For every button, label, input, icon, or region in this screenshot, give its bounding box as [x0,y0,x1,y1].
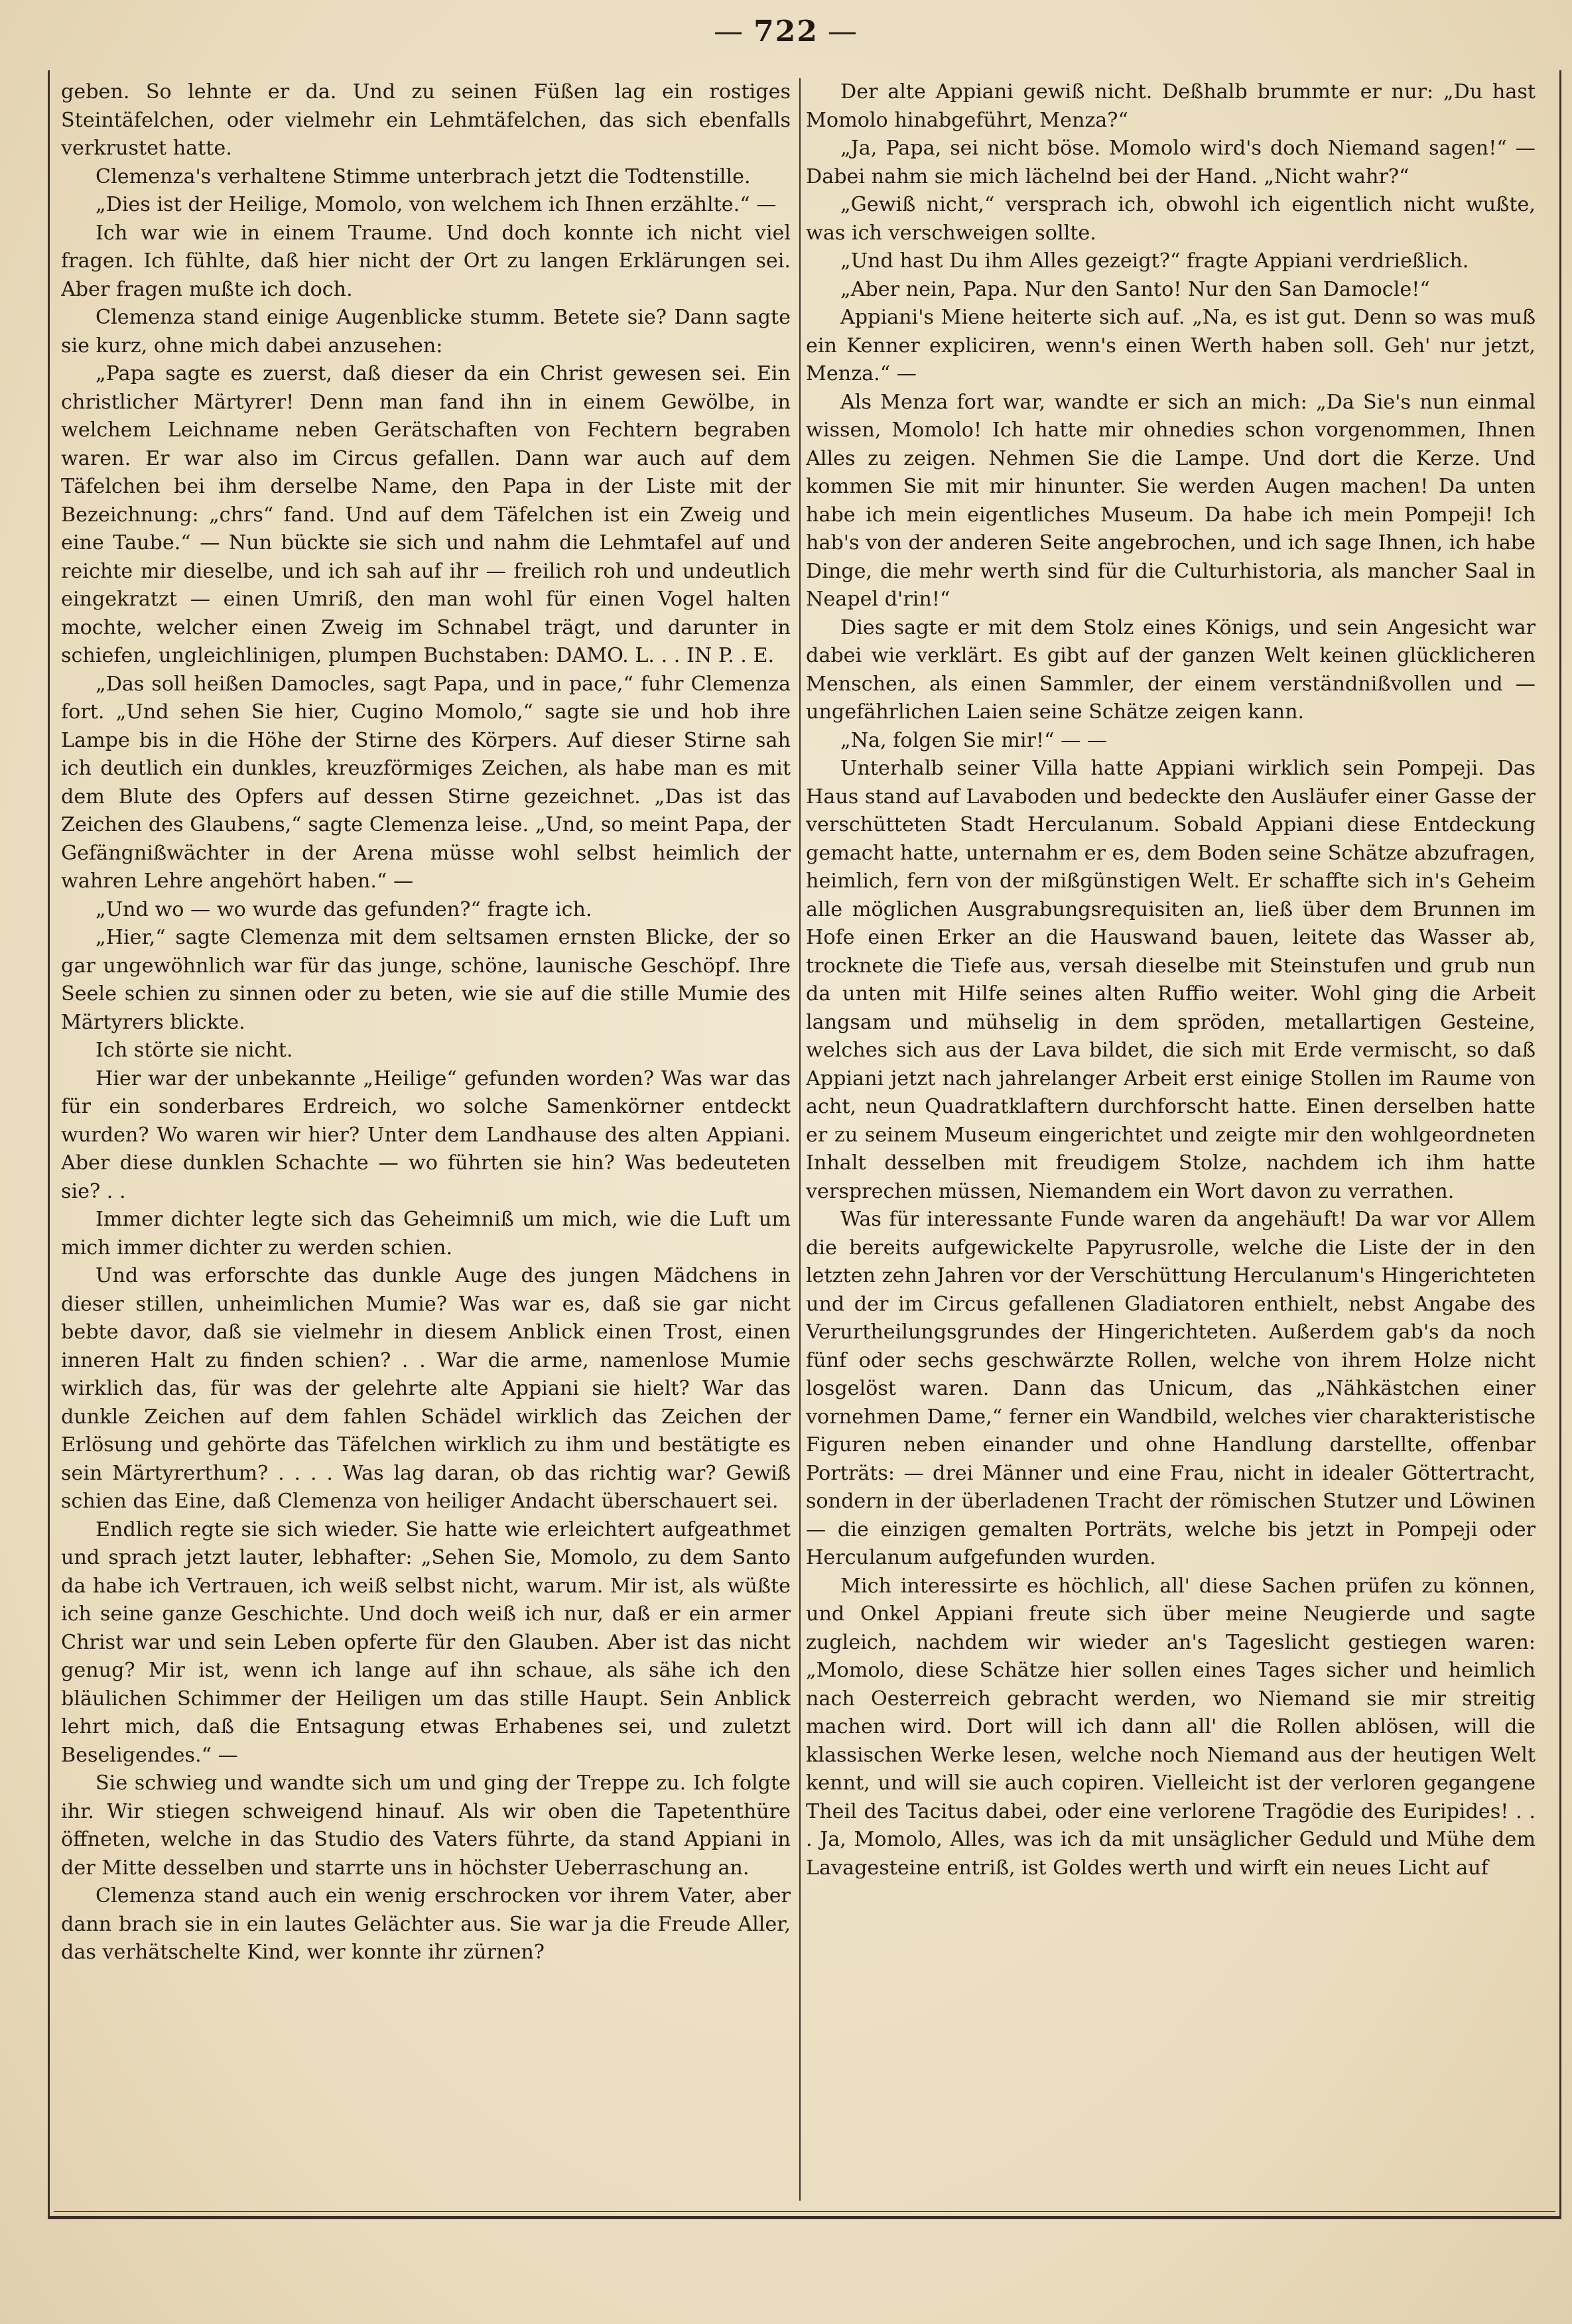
right-paragraph: „Und hast Du ihm Alles gezeigt?“ fragte Appiani verdrießlich. [840,249,1469,273]
column-rule [799,78,801,2201]
left-paragraph: „Das soll heißen Damocles, sagt Papa, und in pace,“ fuhr Clemenza fort. „Und sehen Sie hier, Cugino Momolo,“ sagte sie und hob ihre Lampe bis in die Höhe der Stirne des Körpers. Auf dieser Stirne sah ich deutlich ein dunkles, kreuzförmiges Zeichen, als habe man es mit dem Blute des Opfers auf dessen Stirne gezeichnet. „Das ist das Zeichen des Glaubens,“ sagte Clemenza leise. „Und, so meint Papa, der Gefängnißwächter in der Arena müsse wohl selbst heimlich der wahren Lehre angehört haben.“ — [61,672,791,893]
left-paragraph: Ich war wie in einem Traume. Und doch konnte ich nicht viel fragen. Ich fühlte, daß hier nicht der Ort zu langen Erklärungen sei. Aber fragen mußte ich doch. [61,221,791,301]
left-paragraph: „Hier,“ sagte Clemenza mit dem seltsamen ernsten Blicke, der so gar ungewöhnlich war für das junge, schöne, launische Geschöpf. Ihre Seele schien zu sinnen oder zu beten, wie sie auf die stille Mumie des Märtyrers blickte. [61,926,791,1034]
right-paragraph: „Aber nein, Papa. Nur den Santo! Nur den San Damocle!“ [840,277,1430,301]
right-column [806,78,1536,2201]
left-paragraph: Immer dichter legte sich das Geheimniß um mich, wie die Luft um mich immer dichter zu werden schien. [61,1208,791,1259]
right-paragraph: Mich interessirte es höchlich, all' diese Sachen prüfen zu können, und Onkel Appiani freute sich über meine Neugierde und sagte zugleich, nachdem wir wieder an's Tageslicht gestiegen waren: „Momolo, diese Schätze hier sollen eines Tages sicher und heimlich nach Oesterreich gebracht werden, wo Niemand sie mir streitig machen wird. Dort will ich dann all' die Rollen ablösen, will die klassischen Werke lesen, welche noch Niemand aus der heutigen Welt kennt, und will sie auch copiren. Vielleicht ist der verloren gegangene Theil des Tacitus dabei, oder eine verlorene Tragödie des Euripides! . . . Ja, Momolo, Alles, was ich da mit unsäglicher Geduld und Mühe dem Lavagesteine entriß, ist Goldes werth und wirft ein neues Licht auf [806,1574,1536,1880]
page-number [0,15,1572,48]
left-paragraph: Clemenza's verhaltene Stimme unterbrach jetzt die Todtenstille. [96,164,751,188]
left-paragraph: Clemenza stand einige Augenblicke stumm. Betete sie? Dann sagte sie kurz, ohne mich dabei anzusehen: [61,306,791,357]
right-paragraph: Was für interessante Funde waren da angehäuft! Da war vor Allem die bereits aufgewickelte Papyrusrolle, welche die Liste der in den letzten zehn Jahren vor der Verschüttung Herculanum's Hingerichteten und der im Circus gefallenen Gladiatoren enthielt, nebst Angabe des Verurtheilungsgrundes der Hingerichteten. Außerdem gab's da noch fünf oder sechs geschwärzte Rollen, welche von ihrem Holze nicht losgelöst waren. Dann das Unicum, das „Nähkästchen einer vornehmen Dame,“ ferner ein Wandbild, welches vier charakteristische Figuren neben einander und ohne Handlung darstellte, offenbar Porträts: — drei Männer und eine Frau, nicht in idealer Göttertracht, sondern in der überladenen Tracht der römischen Stutzer und Löwinen — die einzigen gemalten Porträts, welche bis jetzt in Pompeji oder Herculanum aufgefunden wurden. [806,1208,1536,1569]
left-paragraph: Ich störte sie nicht. [96,1039,293,1062]
left-paragraph: Sie schwieg und wandte sich um und ging der Treppe zu. Ich folgte ihr. Wir stiegen schweigend hinauf. Als wir oben die Tapetenthüre öffneten, welche in das Studio des Vaters führte, da stand Appiani in der Mitte desselben und starrte uns in höchster Ueberraschung an. [61,1772,791,1880]
left-paragraph: Hier war der unbekannte „Heilige“ gefunden worden? Was war das für ein sonderbares Erdreich, wo solche Samenkörner entdeckt wurden? Wo waren wir hier? Unter dem Landhause des alten Appiani. Aber diese dunklen Schachte — wo führten sie hin? Was bedeuteten sie? . . [61,1066,791,1203]
right-paragraph: „Ja, Papa, sei nicht böse. Momolo wird's doch Niemand sagen!“ — Dabei nahm sie mich lächelnd bei der Hand. „Nicht wahr?“ [806,137,1536,188]
right-paragraph: „Na, folgen Sie mir!“ — — [840,728,1108,752]
left-paragraph: „Papa sagte es zuerst, daß dieser da ein Christ gewesen sei. Ein christlicher Märtyrer! Denn man fand ihn in einem Gewölbe, in welchem Leichname neben Gerätschaften von Fechtern begraben waren. Er war also im Circus gefallen. Dann war auch auf dem Täfelchen bei ihm derselbe Name, den Papa in der Liste mit der Bezeichnung: „chrs“ fand. Und auf dem Täfelchen ist ein Zweig und eine Taube.“ — Nun bückte sie sich und nahm die Lehmtafel auf und reichte mir dieselbe, und ich sah auf ihr — freilich roh und undeutlich eingekratzt — einen Umriß, den man wohl für einen Vogel halten mochte, welcher einen Zweig im Schnabel trägt, und darunter in schiefen, ungleichlinigen, plumpen Buchstaben: DAMO. L. . . IN P. . E. [61,362,791,667]
dash-right: — [827,15,858,48]
right-paragraph: Appiani's Miene heiterte sich auf. „Na, es ist gut. Denn so was muß ein Kenner expliciren, wenn's einen Werth haben soll. Geh' nur jetzt, Menza.“ — [806,306,1536,385]
left-paragraph: Endlich regte sie sich wieder. Sie hatte wie erleichtert aufgeathmet und sprach jetzt lauter, lebhafter: „Sehen Sie, Momolo, zu dem Santo da habe ich Vertrauen, ich weiß selbst nicht, warum. Mir ist, als wüßte ich seine ganze Geschichte. Und doch weiß ich nur, daß er ein armer Christ war und sein Leben opferte für den Glauben. Aber ist das nicht genug? Mir ist, wenn ich lange auf ihn schaue, als sähe ich den bläulichen Schimmer der Heiligen um das stille Haupt. Sein Anblick lehrt mich, daß die Entsagung etwas Erhabenes sei, und zuletzt Beseligendes.“ — [61,1517,791,1767]
page-number-value: 722 [753,15,819,48]
right-paragraph: Als Menza fort war, wandte er sich an mich: „Da Sie's nun einmal wissen, Momolo! Ich hatte mir ohnedies schon vorgenommen, Ihnen Alles zu zeigen. Nehmen Sie die Lampe. Und dort die Kerze. Und kommen Sie mit mir hinunter. Sie werden Augen machen! Da unten habe ich mein eigentliches Museum. Da habe ich mein Pompeji! Ich hab's von der anderen Seite angebrochen, und ich sage Ihnen, ich habe Dinge, die mehr werth sind für die Culturhistoria, als mancher Saal in Neapel d'rin!“ [806,390,1536,611]
right-paragraph: „Gewiß nicht,“ versprach ich, obwohl ich eigentlich nicht wußte, was ich verschweigen sollte. [806,193,1536,245]
dash-left: — [714,15,745,48]
right-paragraph: Unterhalb seiner Villa hatte Appiani wirklich sein Pompeji. Das Haus stand auf Lavaboden und bedeckte den Ausläufer einer Gasse der verschütteten Stadt Herculanum. Sobald Appiani diese Entdeckung gemacht hatte, unternahm er es, dem Boden seine Schätze abzufragen, heimlich, fern von der mißgünstigen Welt. Er schaffte sich in's Geheim alle möglichen Ausgrabungsrequisiten an, ließ über dem Brunnen im Hofe einen Erker an die Hauswand bauen, leitete das Wasser ab, trocknete die Tiefe aus, versah dieselbe mit Steinstufen und grub nun da unten mit Hilfe seines alten Ruffio weiter. Wohl ging die Arbeit langsam und mühselig in dem spröden, metallartigen Gesteine, welches sich aus der Lava bildet, die sich mit Erde vermischt, so daß Appiani jetzt nach jahrelanger Arbeit erst einige Stollen im Raume von acht, neun Quadratklaftern durchforscht hatte. Einen derselben hatte er zu seinem Museum eingerichtet und zeigte mir den wohlgeordneten Inhalt desselben mit freudigem Stolze, nachdem ich ihm hatte versprechen müssen, Niemandem ein Wort davon zu verrathen. [806,757,1536,1203]
right-paragraph: Der alte Appiani gewiß nicht. Deßhalb brummte er nur: „Du hast Momolo hinabgeführt, Menza?“ [806,80,1536,132]
left-paragraph: Clemenza stand auch ein wenig erschrocken vor ihrem Vater, aber dann brach sie in ein lautes Gelächter aus. Sie war ja die Freude Aller, das verhätschelte Kind, wer konnte ihr zürnen? [61,1884,791,1964]
left-paragraph: „Dies ist der Heilige, Momolo, von welchem ich Ihnen erzählte.“ — [96,193,777,216]
left-column [61,78,791,2201]
left-paragraph: „Und wo — wo wurde das gefunden?“ fragte ich. [96,897,592,921]
left-paragraph: Und was erforschte das dunkle Auge des jungen Mädchens in dieser stillen, unheimlichen Mumie? Was war es, daß sie gar nicht bebte davor, daß sie vielmehr in diesem Anblick einen Trost, einen inneren Halt zu finden schien? . . War die arme, namenlose Mumie wirklich das, für was der gelehrte alte Appiani sie hielt? War das dunkle Zeichen auf dem fahlen Schädel wirklich das Zeichen der Erlösung und gehörte das Täfelchen wirklich zu ihm und bestätigte es sein Märtyrerthum? . . . . Was lag daran, ob das richtig war? Gewiß schien das Eine, daß Clemenza von heiliger Andacht überschauert sei. [61,1264,791,1513]
left-paragraph: geben. So lehnte er da. Und zu seinen Füßen lag ein rostiges Steintäfelchen, oder vielmehr ein Lehmtäfelchen, das sich ebenfalls verkrustet hatte. [61,80,791,160]
right-paragraph: Dies sagte er mit dem Stolz eines Königs, und sein Angesicht war dabei wie verklärt. Es gibt auf der ganzen Welt keinen glücklicheren Menschen, als einen Sammler, der einem verständnißvollen und — ungefährlichen Laien seine Schätze zeigen kann. [806,615,1536,724]
